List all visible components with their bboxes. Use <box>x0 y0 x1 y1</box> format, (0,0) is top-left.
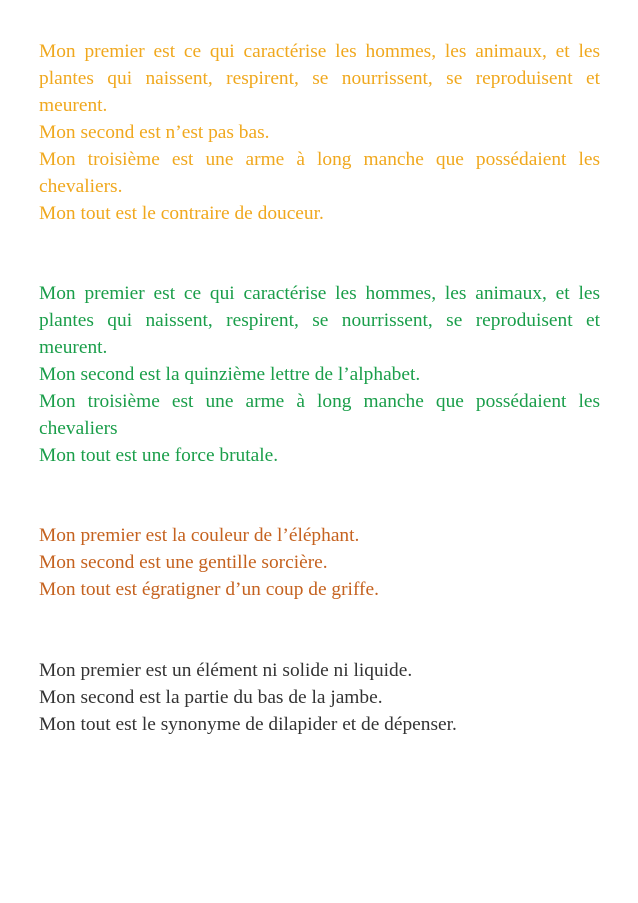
riddle-4-second: Mon second est la partie du bas de la jambe. <box>39 687 383 708</box>
riddle-2 <box>39 280 600 469</box>
riddle-3-premier: Mon premier est la couleur de l’éléphant. <box>39 525 360 546</box>
riddle-1-tout: Mon tout est le contraire de douceur. <box>39 203 324 224</box>
document-page <box>39 38 600 738</box>
riddle-4-tout: Mon tout est le synonyme de dilapider et de dépenser. <box>39 714 457 735</box>
riddle-4 <box>39 657 600 738</box>
riddle-1-premier: Mon premier est ce qui caractérise les hommes, les animaux, et les plantes qui naissent, respirent, se nourrissent, se reproduisent et meurent. <box>39 41 600 116</box>
riddle-3-second: Mon second est une gentille sorcière. <box>39 552 328 573</box>
riddle-2-premier: Mon premier est ce qui caractérise les hommes, les animaux, et les plantes qui naissent, respirent, se nourrissent, se reproduisent et meurent. <box>39 283 600 358</box>
riddle-1-second: Mon second est n’est pas bas. <box>39 122 270 143</box>
riddle-4-premier: Mon premier est un élément ni solide ni liquide. <box>39 660 413 681</box>
riddle-2-second: Mon second est la quinzième lettre de l’alphabet. <box>39 364 421 385</box>
riddle-2-tout: Mon tout est une force brutale. <box>39 445 279 466</box>
riddle-2-troisieme: Mon troisième est une arme à long manche que possédaient les chevaliers <box>39 391 600 439</box>
riddle-1-troisieme: Mon troisième est une arme à long manche que possédaient les chevaliers. <box>39 149 600 197</box>
riddle-1 <box>39 38 600 227</box>
riddle-3-tout: Mon tout est égratigner d’un coup de griffe. <box>39 579 379 600</box>
riddle-3 <box>39 522 600 603</box>
